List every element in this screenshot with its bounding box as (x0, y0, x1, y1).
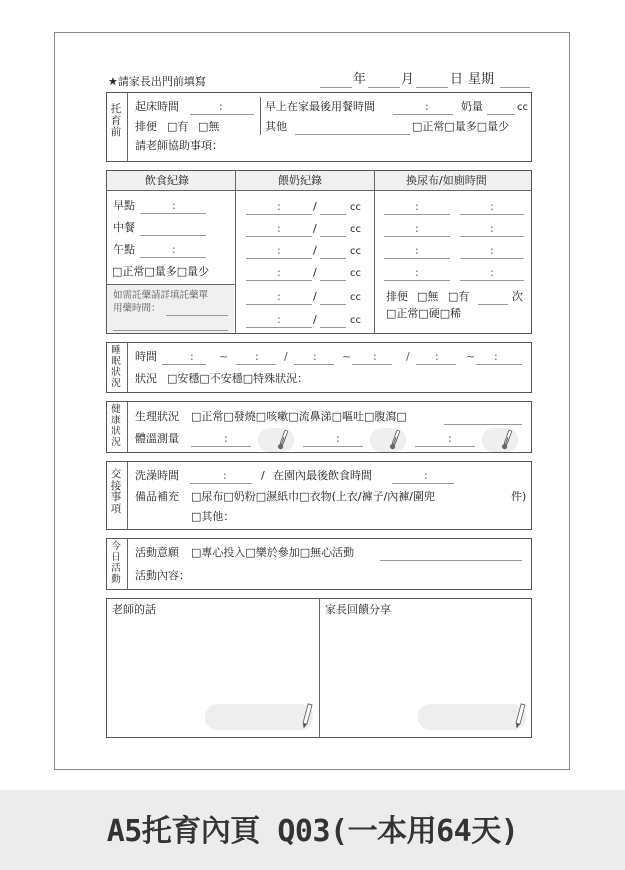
temp-time-field[interactable] (415, 433, 475, 447)
milk-field[interactable] (487, 101, 515, 115)
supply-other-checkbox[interactable]: □其他： (191, 510, 235, 523)
colon: : (415, 266, 419, 279)
colon: : (435, 350, 439, 363)
lunch-label: 中餐 (113, 221, 135, 234)
colon: : (277, 200, 281, 213)
col-food-header: 飲食紀錄 (145, 174, 189, 187)
medicine-time-field[interactable] (166, 303, 228, 316)
lunch-field[interactable] (140, 222, 206, 236)
last-meal-field[interactable] (393, 101, 453, 115)
colon: : (255, 350, 259, 363)
year-label: 年 (353, 72, 367, 87)
colon: : (490, 244, 494, 257)
tilde: ~ (342, 350, 352, 363)
milk-amount-field[interactable] (320, 267, 346, 281)
parent-signature-field[interactable] (418, 704, 526, 730)
slash: / (261, 469, 265, 482)
medicine-time-field-2[interactable] (113, 318, 228, 331)
sleep-time-label: 時間 (135, 350, 157, 363)
bowel-no-checkbox[interactable]: □無 (198, 120, 220, 133)
slash: / (313, 200, 317, 213)
month-line[interactable] (368, 75, 400, 88)
supplies-label: 備品補充 (135, 490, 179, 503)
sleep-time-field[interactable] (162, 351, 206, 365)
slash: / (313, 244, 317, 257)
colon: : (490, 266, 494, 279)
colon: : (425, 100, 429, 113)
temp-time-field[interactable] (191, 433, 251, 447)
cc-unit: cc (517, 102, 528, 113)
colon: : (494, 350, 498, 363)
month-label: 月 (401, 72, 415, 87)
physio-label: 生理狀況 (135, 410, 179, 423)
temp-time-field[interactable] (303, 433, 363, 447)
weekday-label: 星期 (468, 72, 495, 87)
activity-content-label: 活動內容： (135, 569, 190, 582)
breakfast-label: 早點 (113, 199, 135, 212)
cc-unit: cc (350, 246, 361, 257)
diaper-bowel-no-checkbox[interactable]: □無 (417, 290, 439, 303)
willingness-options[interactable]: □專心投入□樂於參加□無心活動 (191, 546, 355, 559)
stool-options[interactable]: □正常□硬□稀 (386, 307, 462, 320)
pencil-icon (300, 702, 314, 730)
day-label: 日 (450, 72, 464, 87)
tilde: ~ (466, 350, 476, 363)
pre-care-side-label: 托育前 (110, 103, 122, 138)
thermometer-icon (390, 428, 400, 452)
slash: / (313, 266, 317, 279)
cc-unit: cc (350, 202, 361, 213)
colon: : (172, 199, 176, 212)
bath-time-field[interactable] (190, 470, 252, 484)
pencil-icon (513, 702, 527, 730)
parent-fill-note: ★請家長出門前填寫 (108, 75, 206, 88)
col-diaper-header: 換尿布/如廁時間 (406, 174, 487, 187)
other-label: 其他 (265, 120, 287, 133)
health-side-label: 健康狀況 (111, 404, 121, 448)
slash: / (284, 350, 288, 363)
slash: / (313, 222, 317, 235)
colon: : (490, 222, 494, 235)
milk-label: 奶量 (461, 100, 483, 113)
handover-side-label: 交接事項 (110, 468, 122, 515)
willingness-field[interactable] (380, 547, 522, 561)
colon: : (190, 350, 194, 363)
diaper-bowel-yes-checkbox[interactable]: □有 (448, 290, 470, 303)
sleep-side-label: 睡眠狀況 (111, 345, 121, 389)
temp-label: 體溫測量 (135, 432, 179, 445)
tilde: ~ (219, 350, 229, 363)
day-line[interactable] (416, 75, 448, 88)
colon: : (313, 350, 317, 363)
bowel-count-field[interactable] (478, 291, 508, 305)
colon: : (277, 313, 281, 326)
colon: : (373, 350, 377, 363)
cc-unit: cc (350, 268, 361, 279)
other-field[interactable] (295, 121, 410, 135)
milk-amount-field[interactable] (320, 223, 346, 237)
colon: : (224, 432, 228, 445)
milk-amount-field[interactable] (320, 314, 346, 328)
teacher-signature-field[interactable] (205, 704, 313, 730)
temp-value-field[interactable] (370, 428, 406, 452)
last-meal-at-center-label: 在園內最後飲食時間 (273, 469, 372, 482)
colon: : (219, 100, 223, 113)
colon: : (277, 244, 281, 257)
food-amount-options[interactable]: □正常□量多□量少 (112, 265, 210, 278)
sleep-time-field[interactable] (352, 351, 392, 365)
snack-label: 午點 (113, 243, 135, 256)
bowel-label: 排便 (135, 120, 157, 133)
colon: : (448, 432, 452, 445)
sleep-status-options[interactable]: □安穩□不安穩□特殊狀況： (167, 372, 309, 385)
thermometer-icon (278, 428, 288, 452)
bowel-yes-checkbox[interactable]: □有 (167, 120, 189, 133)
weekday-line[interactable] (500, 75, 530, 88)
colon: : (415, 244, 419, 257)
sleep-status-label: 狀況 (135, 372, 157, 385)
product-title: A5托育內頁 Q03(一本用64天) (106, 814, 519, 849)
last-meal-at-center-field[interactable] (392, 470, 454, 484)
teacher-note-label: 老師的話 (112, 603, 156, 616)
milk-amount-field[interactable] (320, 245, 346, 259)
colon: : (415, 222, 419, 235)
slash: / (313, 313, 317, 326)
colon: : (277, 290, 281, 303)
supply-options[interactable]: □尿布□奶粉□濕紙巾□衣物(上衣/褲子/內褲/圍兜 (191, 490, 435, 503)
diaper-bowel-label: 排便 (386, 290, 408, 303)
physio-other-field[interactable] (444, 411, 522, 425)
slash: / (406, 350, 410, 363)
colon: : (424, 469, 428, 482)
parent-feedback-label: 家長回饋分享 (325, 603, 391, 616)
activity-side-label: 今日活動 (111, 541, 121, 585)
amount-options[interactable]: □正常□量多□量少 (412, 120, 510, 133)
temp-value-field[interactable] (258, 428, 294, 452)
bath-time-label: 洗澡時間 (135, 469, 179, 482)
willingness-label: 活動意願 (135, 546, 179, 559)
year-line[interactable] (320, 75, 352, 88)
assist-label: 請老師協助事項： (135, 139, 223, 152)
colon: : (277, 266, 281, 279)
colon: : (415, 200, 419, 213)
milk-amount-field[interactable] (320, 201, 346, 215)
cc-unit: cc (350, 224, 361, 235)
temp-value-field[interactable] (482, 428, 518, 452)
medicine-time-label: 用藥時間： (113, 303, 161, 314)
colon: : (223, 469, 227, 482)
times-unit: 次 (512, 290, 523, 303)
cc-unit: cc (350, 315, 361, 326)
milk-amount-field[interactable] (320, 291, 346, 305)
col-milk-header: 餵奶紀錄 (278, 174, 322, 187)
sleep-time-field[interactable] (476, 351, 522, 365)
last-meal-label: 早上在家最後用餐時間 (265, 100, 375, 113)
cc-unit: cc (350, 292, 361, 303)
pieces-unit: 件) (511, 490, 527, 503)
medicine-note: 如需託藥請詳填託藥單 (113, 290, 209, 301)
colon: : (490, 200, 494, 213)
colon: : (277, 222, 281, 235)
thermometer-icon (502, 428, 512, 452)
colon: : (336, 432, 340, 445)
slash: / (313, 290, 317, 303)
colon: : (172, 243, 176, 256)
wake-time-label: 起床時間 (135, 100, 179, 113)
physio-options[interactable]: □正常□發燒□咳嗽□流鼻涕□嘔吐□腹瀉□ (191, 410, 407, 423)
